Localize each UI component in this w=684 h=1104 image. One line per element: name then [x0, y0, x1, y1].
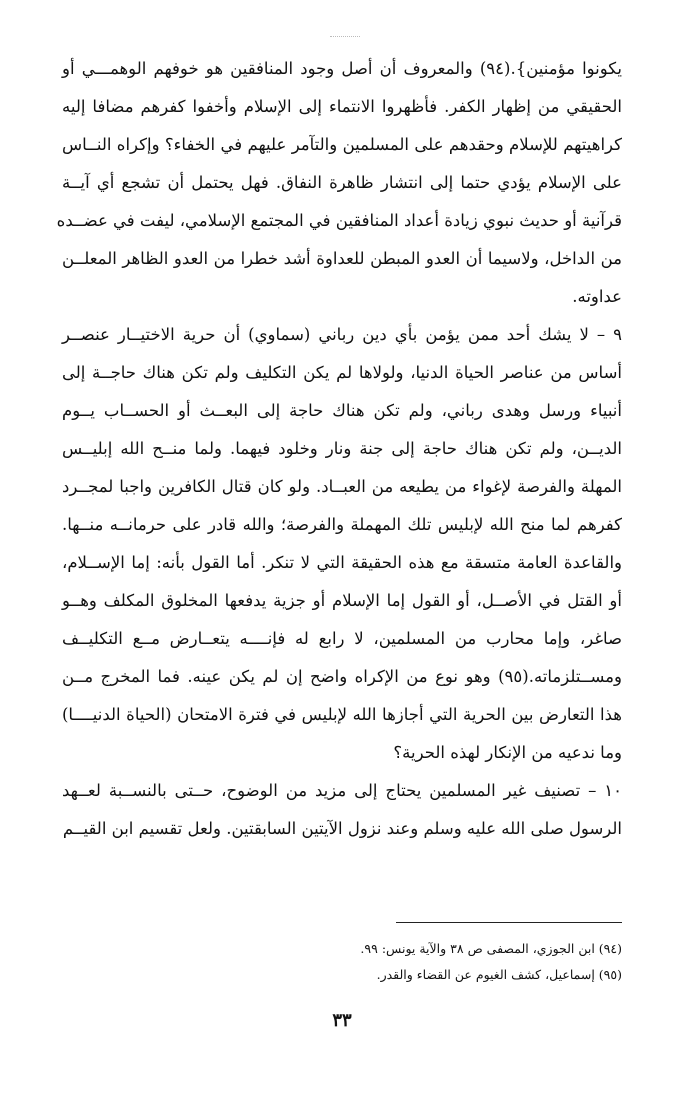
- text-line: يكونوا مؤمنين}.(٩٤) والمعروف أن أصل وجود المنافقين هو خوفهم الوهمـــي أو: [62, 59, 622, 78]
- text-line: ومســتلزماته.(٩٥) وهو نوع من الإكراه واضح إن لم يكن عينه. فما المخرج مــن: [62, 667, 622, 686]
- text-line: أساس من عناصر الحياة الدنيا، ولولاها لم يكن التكليف ولم تكن هناك حاجــة إلى: [62, 363, 622, 382]
- footnote-separator: [396, 922, 622, 923]
- footnote: (٩٤) ابن الجوزي، المصفى ص ٣٨ والآية يونس: ٩٩.: [360, 941, 622, 956]
- text-line: الحقيقي من إظهار الكفر. فأظهروا الانتماء إلى الإسلام وأخفوا كفرهم مضافا إليه: [62, 97, 622, 116]
- text-line: كراهيتهم للإسلام وحقدهم على المسلمين والتآمر عليهم في الخفاء؟ وإكراه النــاس: [62, 135, 622, 154]
- text-line: ١٠ – تصنيف غير المسلمين يحتاج إلى مزيد من الوضوح، حــتى بالنســبة لعــهد: [62, 781, 622, 800]
- page-number: ٣٣: [332, 1010, 352, 1031]
- text-line: المهلة والفرصة لإغواء من يطيعه من العبــاد. ولو كان قتال الكافرين واجبا لمجــرد: [62, 477, 622, 496]
- body-text: [56, 50, 622, 848]
- text-line: الرسول صلى الله عليه وسلم وعند نزول الآيتين السابقتين. ولعل تقسيم ابن القيــم: [62, 819, 622, 838]
- text-line: من الداخل، ولاسيما أن العدو المبطن للعداوة أشد خطرا من العدو الظاهر المعلــن: [62, 249, 622, 268]
- text-line: والقاعدة العامة متسقة مع هذه الحقيقة التي لا تنكر. أما القول بأنه: إما الإســلام،: [62, 553, 622, 572]
- text-line: أنبياء ورسل وهدى رباني، ولم تكن هناك حاجة إلى البعــث أو الحســاب يــوم: [62, 401, 622, 420]
- text-line: ٩ – لا يشك أحد ممن يؤمن بأي دين رباني (سماوي) أن حرية الاختيــار عنصــر: [62, 325, 622, 344]
- text-line: على الإسلام يؤدي حتما إلى انتشار ظاهرة النفاق. فهل يحتمل أن تشجع أي آيــة: [62, 173, 622, 192]
- footnotes: [62, 936, 622, 988]
- scan-mark: [330, 36, 360, 39]
- text-line: صاغر، وإما محارب من المسلمين، لا رابع له فإنــــه يتعــارض مــع التكليــف: [62, 629, 622, 648]
- text-line: الديــن، ولم تكن هناك حاجة إلى جنة ونار وخلود فيهما. ولما منــح الله إبليــس: [62, 439, 622, 458]
- text-line: قرآنية أو حديث نبوي زيادة أعداد المنافقين في المجتمع الإسلامي، ليفت في عضــده: [56, 211, 622, 230]
- text-line: عداوته.: [572, 287, 622, 306]
- text-line: هذا التعارض بين الحرية التي أجازها الله لإبليس في فترة الامتحان (الحياة الدنيــــا): [62, 705, 622, 724]
- text-line: وما ندعيه من الإنكار لهذه الحرية؟: [393, 743, 622, 762]
- text-line: كفرهم لما منح الله لإبليس تلك المهملة والفرصة؛ والله قادر على حرمانــه منــها.: [62, 515, 622, 534]
- text-line: أو القتل في الأصــل، أو القول إما الإسلام أو جزية يدفعها المخلوق المكلف وهــو: [62, 591, 622, 610]
- footnote: (٩٥) إسماعيل، كشف الغيوم عن القضاء والقدر.: [376, 967, 622, 982]
